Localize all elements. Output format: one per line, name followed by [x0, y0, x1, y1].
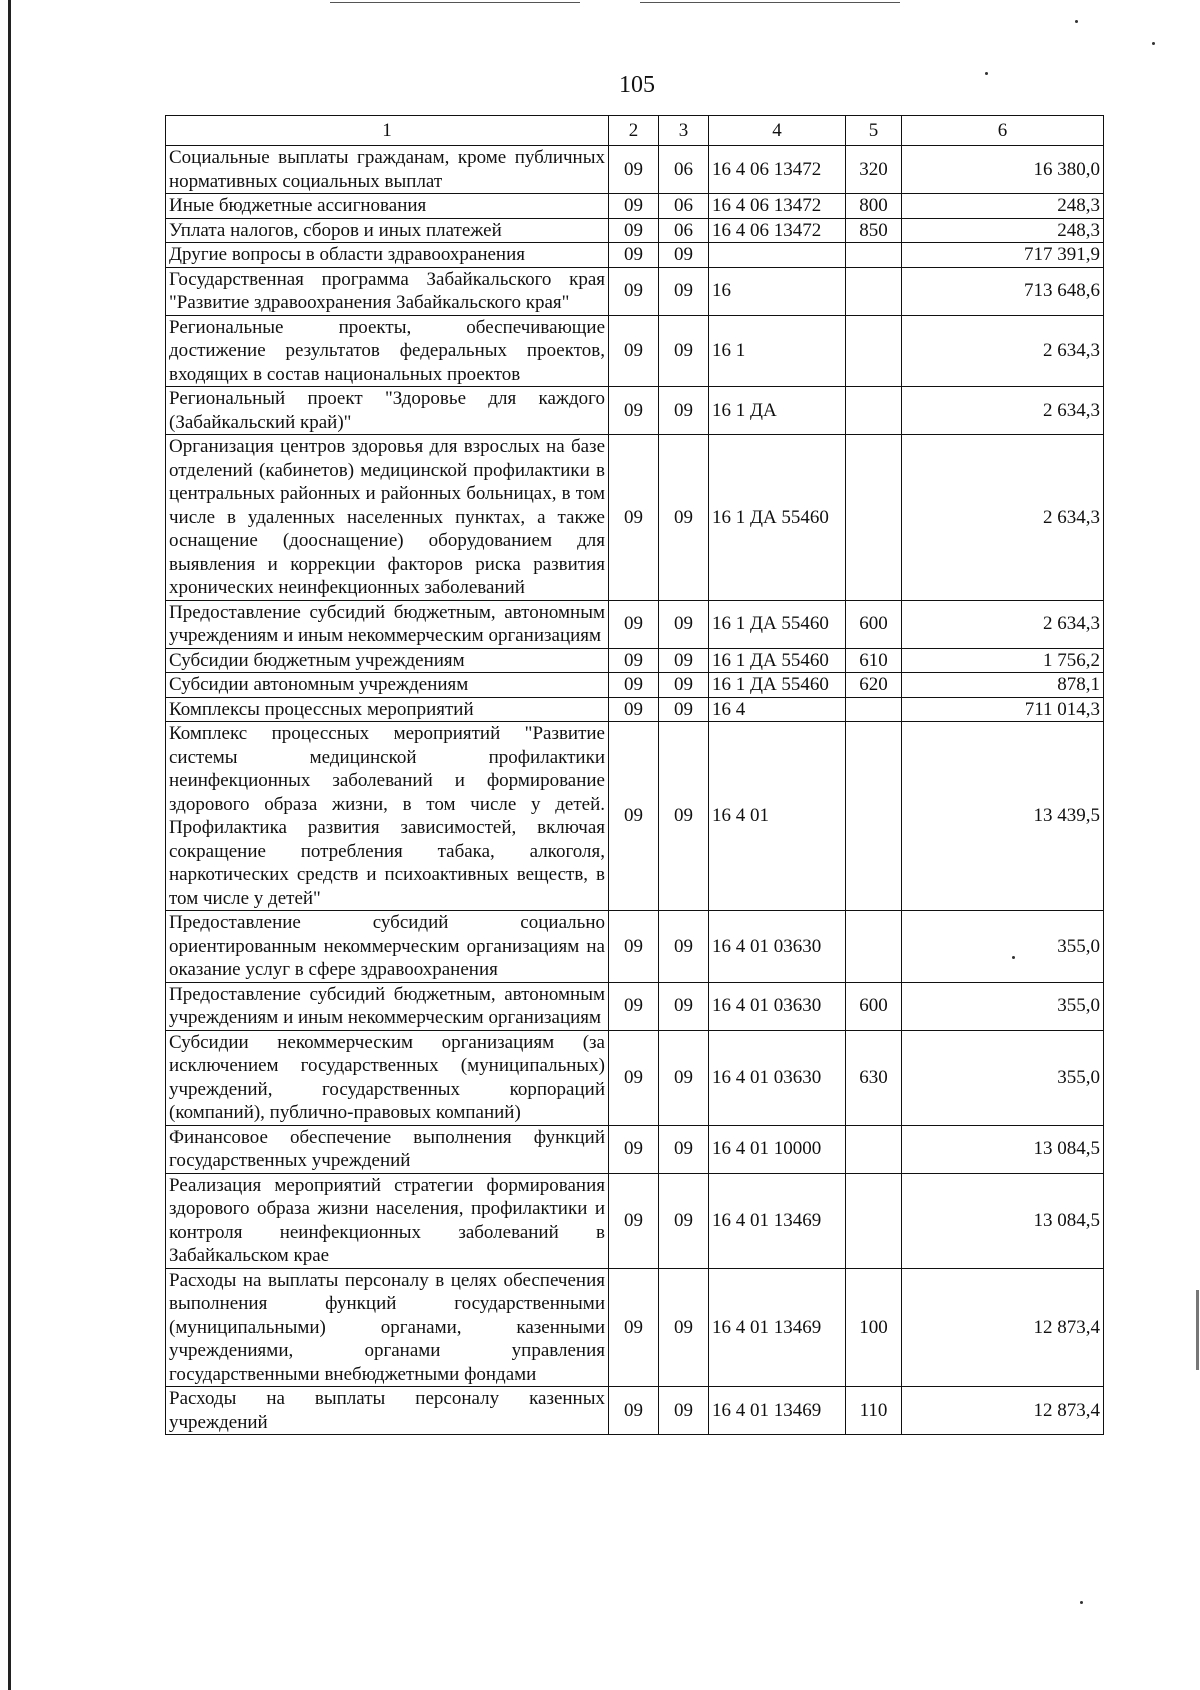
expense-type-cell [846, 315, 902, 387]
subsection-code-cell: 09 [659, 315, 709, 387]
section-code-cell: 09 [609, 982, 659, 1030]
target-article-cell: 16 [709, 267, 846, 315]
amount-cell: 713 648,6 [902, 267, 1104, 315]
row-name-cell: Предоставление субсидий социально ориентированным некоммерческим организациям на оказание услуг в сфере здравоохранения [166, 911, 609, 983]
section-code-cell: 09 [609, 146, 659, 194]
subsection-code-cell: 09 [659, 1387, 709, 1435]
subsection-code-cell: 09 [659, 1173, 709, 1268]
column-header: 1 [166, 116, 609, 146]
target-article-cell: 16 1 ДА 55460 [709, 648, 846, 673]
expense-type-cell: 850 [846, 218, 902, 243]
amount-cell: 2 634,3 [902, 435, 1104, 601]
expense-type-cell: 620 [846, 673, 902, 698]
target-article-cell: 16 1 ДА 55460 [709, 673, 846, 698]
table-row [166, 1125, 1104, 1173]
table-header-row [166, 116, 1104, 146]
subsection-code-cell: 09 [659, 267, 709, 315]
expense-type-cell: 600 [846, 982, 902, 1030]
expense-type-cell [846, 387, 902, 435]
amount-cell: 248,3 [902, 194, 1104, 219]
subsection-code-cell: 09 [659, 911, 709, 983]
table-row [166, 435, 1104, 601]
section-code-cell: 09 [609, 911, 659, 983]
subsection-code-cell: 06 [659, 218, 709, 243]
column-header: 2 [609, 116, 659, 146]
subsection-code-cell: 09 [659, 1268, 709, 1387]
subsection-code-cell: 09 [659, 435, 709, 601]
row-name-cell: Уплата налогов, сборов и иных платежей [166, 218, 609, 243]
target-article-cell: 16 4 06 13472 [709, 146, 846, 194]
amount-cell: 13 084,5 [902, 1125, 1104, 1173]
amount-cell: 355,0 [902, 911, 1104, 983]
section-code-cell: 09 [609, 435, 659, 601]
table-row [166, 1387, 1104, 1435]
scan-speck [1075, 20, 1078, 23]
row-name-cell: Субсидии автономным учреждениям [166, 673, 609, 698]
subsection-code-cell: 09 [659, 1030, 709, 1125]
amount-cell: 16 380,0 [902, 146, 1104, 194]
expense-type-cell [846, 1173, 902, 1268]
target-article-cell [709, 243, 846, 268]
table-row [166, 1030, 1104, 1125]
table-row [166, 387, 1104, 435]
amount-cell: 13 084,5 [902, 1173, 1104, 1268]
section-code-cell: 09 [609, 315, 659, 387]
section-code-cell: 09 [609, 218, 659, 243]
scan-speck [1080, 1601, 1083, 1604]
row-name-cell: Расходы на выплаты персоналу в целях обеспечения выполнения функций государственными (муниципальными) органами, казенными учреждениями, органами управления государственными внебюджетными фондами [166, 1268, 609, 1387]
subsection-code-cell: 09 [659, 982, 709, 1030]
section-code-cell: 09 [609, 1387, 659, 1435]
table-row [166, 982, 1104, 1030]
expense-type-cell [846, 911, 902, 983]
table-row [166, 673, 1104, 698]
amount-cell: 12 873,4 [902, 1268, 1104, 1387]
expense-type-cell: 320 [846, 146, 902, 194]
subsection-code-cell: 09 [659, 243, 709, 268]
scan-top-line [640, 2, 900, 3]
section-code-cell: 09 [609, 243, 659, 268]
row-name-cell: Комплексы процессных мероприятий [166, 697, 609, 722]
amount-cell: 248,3 [902, 218, 1104, 243]
row-name-cell: Другие вопросы в области здравоохранения [166, 243, 609, 268]
section-code-cell: 09 [609, 1125, 659, 1173]
subsection-code-cell: 09 [659, 387, 709, 435]
expense-type-cell: 600 [846, 600, 902, 648]
amount-cell: 2 634,3 [902, 600, 1104, 648]
amount-cell: 355,0 [902, 982, 1104, 1030]
target-article-cell: 16 1 ДА 55460 [709, 600, 846, 648]
expense-type-cell [846, 435, 902, 601]
target-article-cell: 16 4 06 13472 [709, 218, 846, 243]
section-code-cell: 09 [609, 387, 659, 435]
row-name-cell: Иные бюджетные ассигнования [166, 194, 609, 219]
row-name-cell: Государственная программа Забайкальского края "Развитие здравоохранения Забайкальского края" [166, 267, 609, 315]
row-name-cell: Региональный проект "Здоровье для каждого (Забайкальский край)" [166, 387, 609, 435]
row-name-cell: Социальные выплаты гражданам, кроме публичных нормативных социальных выплат [166, 146, 609, 194]
row-name-cell: Предоставление субсидий бюджетным, автономным учреждениям и иным некоммерческим организациям [166, 982, 609, 1030]
target-article-cell: 16 4 01 10000 [709, 1125, 846, 1173]
section-code-cell: 09 [609, 194, 659, 219]
target-article-cell: 16 4 01 13469 [709, 1173, 846, 1268]
page-number: 105 [619, 72, 655, 98]
column-header: 4 [709, 116, 846, 146]
subsection-code-cell: 09 [659, 697, 709, 722]
row-name-cell: Предоставление субсидий бюджетным, автономным учреждениям и иным некоммерческим организациям [166, 600, 609, 648]
expense-type-cell: 100 [846, 1268, 902, 1387]
target-article-cell: 16 4 01 03630 [709, 911, 846, 983]
amount-cell: 355,0 [902, 1030, 1104, 1125]
row-name-cell: Расходы на выплаты персоналу казенных учреждений [166, 1387, 609, 1435]
target-article-cell: 16 1 [709, 315, 846, 387]
target-article-cell: 16 1 ДА [709, 387, 846, 435]
table-row [166, 1268, 1104, 1387]
target-article-cell: 16 4 06 13472 [709, 194, 846, 219]
expense-type-cell [846, 697, 902, 722]
subsection-code-cell: 09 [659, 600, 709, 648]
section-code-cell: 09 [609, 1268, 659, 1387]
row-name-cell: Субсидии бюджетным учреждениям [166, 648, 609, 673]
expense-type-cell [846, 267, 902, 315]
target-article-cell: 16 4 [709, 697, 846, 722]
expense-type-cell: 110 [846, 1387, 902, 1435]
amount-cell: 12 873,4 [902, 1387, 1104, 1435]
expense-type-cell [846, 243, 902, 268]
target-article-cell: 16 4 01 13469 [709, 1387, 846, 1435]
subsection-code-cell: 09 [659, 1125, 709, 1173]
section-code-cell: 09 [609, 1173, 659, 1268]
section-code-cell: 09 [609, 600, 659, 648]
table-row [166, 194, 1104, 219]
target-article-cell: 16 4 01 03630 [709, 1030, 846, 1125]
table-row [166, 648, 1104, 673]
expense-type-cell: 800 [846, 194, 902, 219]
section-code-cell: 09 [609, 697, 659, 722]
table-row [166, 218, 1104, 243]
subsection-code-cell: 06 [659, 146, 709, 194]
row-name-cell: Субсидии некоммерческим организациям (за исключением государственных (муниципальных) учреждений, государственных корпораций (компаний), публично-правовых компаний) [166, 1030, 609, 1125]
section-code-cell: 09 [609, 267, 659, 315]
amount-cell: 1 756,2 [902, 648, 1104, 673]
section-code-cell: 09 [609, 722, 659, 911]
table-row [166, 911, 1104, 983]
expense-type-cell: 630 [846, 1030, 902, 1125]
target-article-cell: 16 4 01 03630 [709, 982, 846, 1030]
scan-top-line [330, 2, 580, 3]
column-header: 3 [659, 116, 709, 146]
amount-cell: 717 391,9 [902, 243, 1104, 268]
target-article-cell: 16 1 ДА 55460 [709, 435, 846, 601]
table-row [166, 267, 1104, 315]
expense-type-cell [846, 1125, 902, 1173]
row-name-cell: Организация центров здоровья для взрослых на базе отделений (кабинетов) медицинской профилактики в центральных районных и районных больницах, в том числе в удаленных населенных пунктах, а также оснащение (дооснащение) оборудованием для выявления и коррекции факторов риска развития хронических неинфекционных заболеваний [166, 435, 609, 601]
amount-cell: 2 634,3 [902, 387, 1104, 435]
amount-cell: 2 634,3 [902, 315, 1104, 387]
column-header: 6 [902, 116, 1104, 146]
scan-edge-right [1196, 1290, 1199, 1370]
row-name-cell: Реализация мероприятий стратегии формирования здорового образа жизни населения, профилактики и контроля неинфекционных заболеваний в Забайкальском крае [166, 1173, 609, 1268]
table-row [166, 146, 1104, 194]
expense-type-cell: 610 [846, 648, 902, 673]
table-row [166, 722, 1104, 911]
table-row [166, 600, 1104, 648]
subsection-code-cell: 09 [659, 648, 709, 673]
table-row [166, 243, 1104, 268]
target-article-cell: 16 4 01 13469 [709, 1268, 846, 1387]
amount-cell: 13 439,5 [902, 722, 1104, 911]
target-article-cell: 16 4 01 [709, 722, 846, 911]
budget-table [165, 115, 1104, 1435]
table-row [166, 315, 1104, 387]
expense-type-cell [846, 722, 902, 911]
subsection-code-cell: 09 [659, 673, 709, 698]
column-header: 5 [846, 116, 902, 146]
subsection-code-cell: 09 [659, 722, 709, 911]
section-code-cell: 09 [609, 673, 659, 698]
row-name-cell: Комплекс процессных мероприятий "Развитие системы медицинской профилактики неинфекционных заболеваний и формирование здорового образа жизни, в том числе у детей. Профилактика развития зависимостей, включая сокращение потребления табака, алкоголя, наркотических средств и психоактивных веществ, в том числе у детей" [166, 722, 609, 911]
amount-cell: 878,1 [902, 673, 1104, 698]
row-name-cell: Финансовое обеспечение выполнения функций государственных учреждений [166, 1125, 609, 1173]
scan-speck [1152, 42, 1155, 45]
section-code-cell: 09 [609, 1030, 659, 1125]
scan-edge-left [8, 0, 11, 1690]
table-row [166, 697, 1104, 722]
section-code-cell: 09 [609, 648, 659, 673]
row-name-cell: Региональные проекты, обеспечивающие достижение результатов федеральных проектов, входящих в состав национальных проектов [166, 315, 609, 387]
amount-cell: 711 014,3 [902, 697, 1104, 722]
table-body [166, 146, 1104, 1435]
table-row [166, 1173, 1104, 1268]
subsection-code-cell: 06 [659, 194, 709, 219]
